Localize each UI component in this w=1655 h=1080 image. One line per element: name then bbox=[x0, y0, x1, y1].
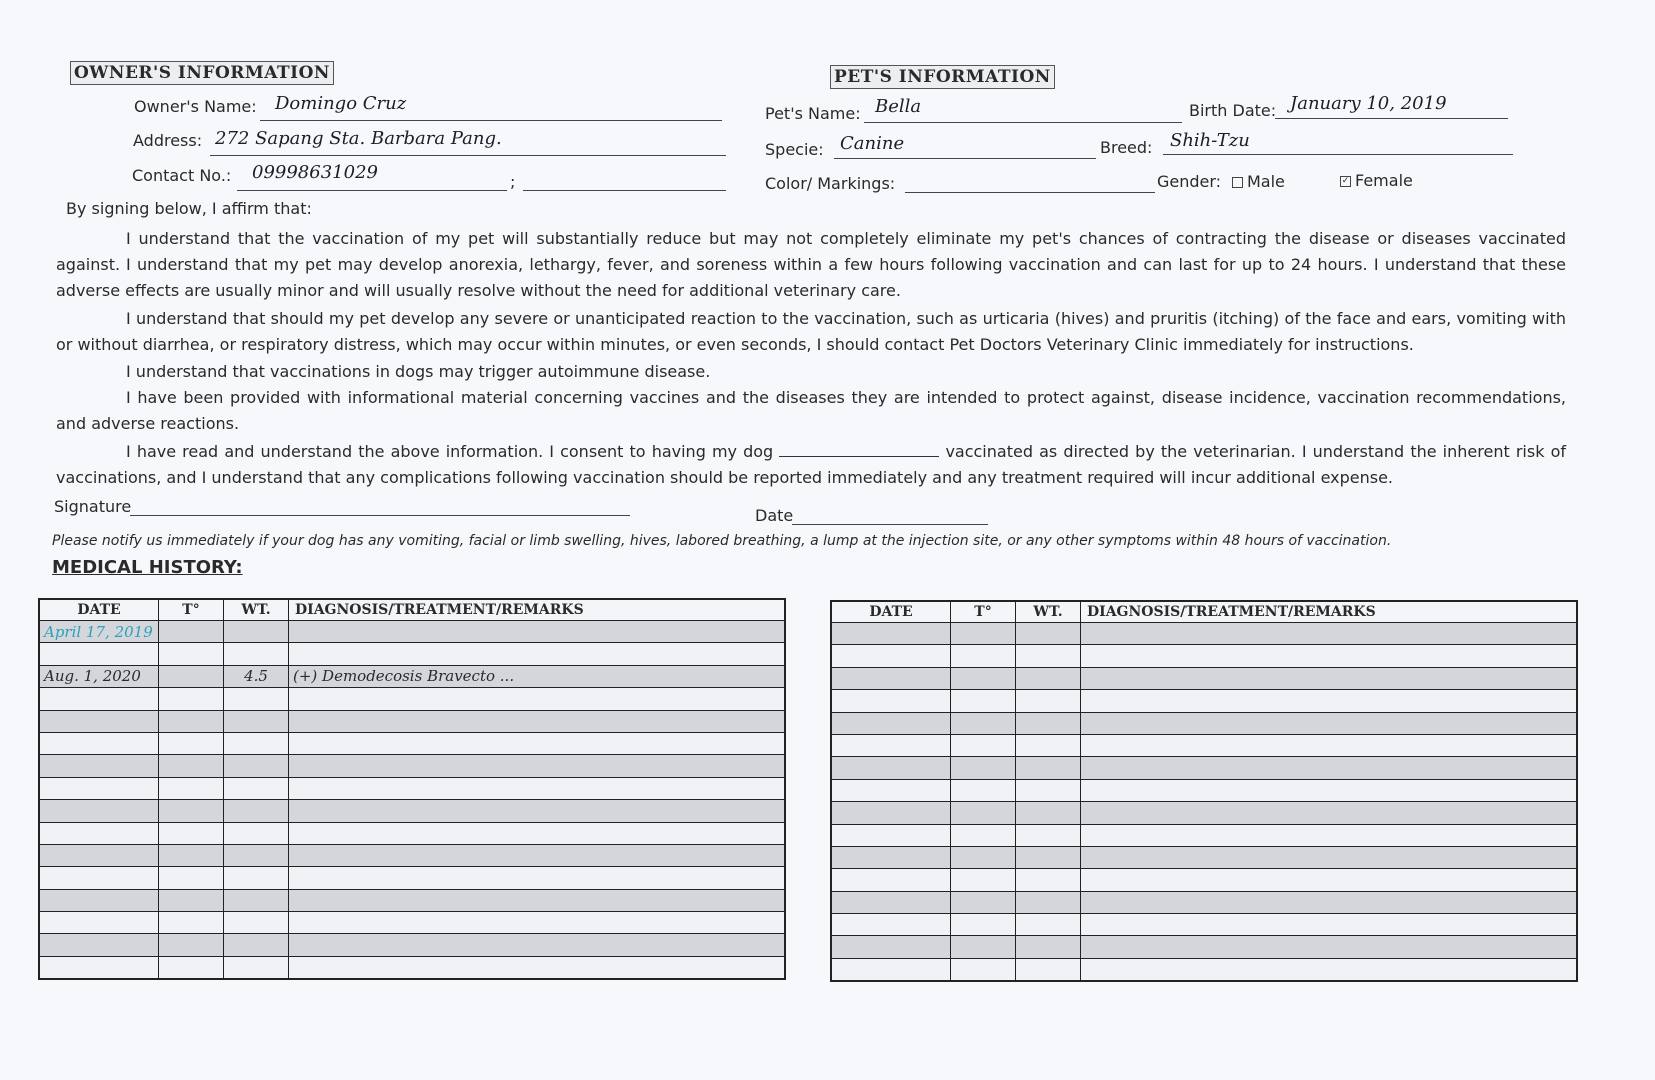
specie-value[interactable]: Canine bbox=[840, 133, 905, 154]
weight-cell[interactable] bbox=[224, 732, 289, 754]
weight-cell[interactable] bbox=[224, 934, 289, 956]
breed-line bbox=[1163, 154, 1513, 155]
gender-male-option[interactable] bbox=[1232, 172, 1285, 191]
address-label: Address: bbox=[133, 131, 203, 150]
date-cell[interactable] bbox=[39, 912, 159, 934]
date-cell[interactable] bbox=[831, 623, 951, 645]
temp-cell[interactable] bbox=[159, 912, 224, 934]
contact-separator: ; bbox=[510, 172, 516, 191]
header-temp: T° bbox=[159, 599, 224, 621]
table-row bbox=[39, 934, 785, 956]
weight-cell[interactable] bbox=[1016, 846, 1081, 868]
table-row bbox=[831, 824, 1577, 846]
weight-cell[interactable] bbox=[224, 688, 289, 710]
date-cell[interactable] bbox=[39, 800, 159, 822]
weight-cell[interactable] bbox=[1016, 779, 1081, 801]
temp-cell[interactable] bbox=[159, 889, 224, 911]
weight-cell[interactable] bbox=[224, 844, 289, 866]
breed-value[interactable]: Shih-Tzu bbox=[1170, 130, 1250, 151]
consent-paragraph-3 bbox=[56, 306, 1566, 358]
temp-cell[interactable] bbox=[951, 869, 1016, 891]
weight-cell[interactable]: 4.5 bbox=[224, 665, 289, 687]
date-cell[interactable] bbox=[831, 802, 951, 824]
temp-cell[interactable] bbox=[159, 800, 224, 822]
specie-label: Specie: bbox=[765, 140, 824, 159]
remarks-cell[interactable] bbox=[1081, 802, 1578, 824]
consent-p5-text: I have been provided with informational material concerning vaccines and the diseases they are intended to protect against, disease incidence, vaccination recommendations, and adverse reactions. bbox=[56, 388, 1566, 433]
remarks-cell[interactable] bbox=[1081, 869, 1578, 891]
temp-cell[interactable] bbox=[159, 777, 224, 799]
table-row bbox=[831, 667, 1577, 689]
temp-cell[interactable] bbox=[951, 690, 1016, 712]
owner-name-label: Owner's Name: bbox=[134, 97, 257, 116]
date-cell[interactable] bbox=[831, 734, 951, 756]
date-cell[interactable] bbox=[831, 645, 951, 667]
date-line[interactable] bbox=[792, 524, 988, 525]
remarks-cell[interactable] bbox=[289, 688, 786, 710]
table-row bbox=[831, 869, 1577, 891]
table-row bbox=[831, 936, 1577, 958]
remarks-cell[interactable] bbox=[1081, 914, 1578, 936]
date-cell[interactable] bbox=[39, 934, 159, 956]
date-cell[interactable] bbox=[39, 956, 159, 979]
temp-cell[interactable] bbox=[951, 846, 1016, 868]
remarks-cell[interactable] bbox=[1081, 958, 1578, 981]
pet-name-label: Pet's Name: bbox=[765, 104, 861, 123]
consent-p6a-text: I have read and understand the above information. I consent to having my dog bbox=[126, 442, 774, 461]
consent-intro: By signing below, I affirm that: bbox=[66, 199, 312, 218]
date-cell[interactable] bbox=[831, 757, 951, 779]
remarks-cell[interactable] bbox=[289, 710, 786, 732]
date-cell[interactable] bbox=[831, 712, 951, 734]
date-cell[interactable] bbox=[39, 755, 159, 777]
temp-cell[interactable] bbox=[951, 757, 1016, 779]
color-label: Color/ Markings: bbox=[765, 174, 896, 193]
date-cell[interactable] bbox=[39, 777, 159, 799]
female-checkbox[interactable]: ✓ bbox=[1341, 176, 1350, 186]
table-row bbox=[39, 643, 785, 665]
header-date: DATE bbox=[831, 601, 951, 623]
weight-cell[interactable] bbox=[224, 643, 289, 665]
table-row bbox=[39, 844, 785, 866]
weight-cell[interactable] bbox=[1016, 802, 1081, 824]
consent-p2-text: I understand that my pet may develop anorexia, lethargy, fever, and soreness within a few hours following vaccination and can last for up to 24 hours. I understand that these adverse effects are usually minor and will usually resolve without the need for additional veterinary care. bbox=[56, 255, 1566, 300]
date-cell[interactable] bbox=[831, 891, 951, 913]
consent-p4-text: I understand that vaccinations in dogs may trigger autoimmune disease. bbox=[126, 362, 711, 381]
weight-cell[interactable] bbox=[1016, 623, 1081, 645]
remarks-cell[interactable] bbox=[1081, 690, 1578, 712]
date-label: Date bbox=[755, 506, 794, 525]
medical-history-table-right bbox=[830, 600, 1578, 982]
consent-paragraph-6 bbox=[56, 439, 1566, 491]
temp-cell[interactable] bbox=[951, 623, 1016, 645]
remarks-cell[interactable] bbox=[289, 912, 786, 934]
weight-cell[interactable] bbox=[224, 800, 289, 822]
remarks-cell[interactable] bbox=[289, 643, 786, 665]
dog-name-blank[interactable] bbox=[779, 456, 939, 457]
temp-cell[interactable] bbox=[159, 710, 224, 732]
table-row bbox=[39, 867, 785, 889]
contact-label: Contact No.: bbox=[132, 166, 232, 185]
weight-cell[interactable] bbox=[224, 621, 289, 643]
weight-cell[interactable] bbox=[224, 956, 289, 979]
header-weight: WT. bbox=[224, 599, 289, 621]
header-date: DATE bbox=[39, 599, 159, 621]
date-cell[interactable] bbox=[39, 822, 159, 844]
remarks-cell[interactable] bbox=[289, 800, 786, 822]
table-row bbox=[831, 891, 1577, 913]
date-cell[interactable]: Aug. 1, 2020 bbox=[39, 665, 159, 687]
color-line[interactable] bbox=[905, 192, 1155, 193]
table-row bbox=[831, 734, 1577, 756]
gender-male-label: Male bbox=[1247, 172, 1285, 191]
weight-cell[interactable] bbox=[224, 889, 289, 911]
owner-name-line bbox=[260, 120, 722, 121]
date-cell[interactable] bbox=[39, 643, 159, 665]
table-row bbox=[39, 800, 785, 822]
table-row bbox=[39, 777, 785, 799]
date-cell[interactable]: April 17, 2019 bbox=[39, 621, 159, 643]
weight-cell[interactable] bbox=[1016, 958, 1081, 981]
remarks-cell[interactable] bbox=[289, 867, 786, 889]
date-cell[interactable] bbox=[831, 958, 951, 981]
contact-value[interactable]: 09998631029 bbox=[252, 162, 378, 183]
signature-line[interactable] bbox=[130, 515, 630, 516]
date-cell[interactable] bbox=[831, 914, 951, 936]
table-row bbox=[39, 822, 785, 844]
pet-name-line bbox=[864, 122, 1182, 123]
table-row bbox=[831, 690, 1577, 712]
date-cell[interactable] bbox=[831, 690, 951, 712]
remarks-cell[interactable] bbox=[289, 822, 786, 844]
weight-cell[interactable] bbox=[1016, 869, 1081, 891]
specie-line bbox=[834, 158, 1096, 159]
temp-cell[interactable] bbox=[159, 643, 224, 665]
breed-label: Breed: bbox=[1100, 138, 1153, 157]
consent-p3-text: I understand that should my pet develop any severe or unanticipated reaction to the vaccination, such as urticaria (hives) and pruritis (itching) of the face and ears, vomiting with or without diarrhea, or respiratory distress, which may occur within minutes, or even seconds, I should contact Pet Doctors Veterinary Clinic immediately for instructions. bbox=[56, 309, 1566, 354]
remarks-cell[interactable] bbox=[289, 889, 786, 911]
date-cell[interactable] bbox=[831, 936, 951, 958]
remarks-cell[interactable] bbox=[1081, 846, 1578, 868]
date-cell[interactable] bbox=[39, 889, 159, 911]
temp-cell[interactable] bbox=[951, 712, 1016, 734]
temp-cell[interactable] bbox=[951, 779, 1016, 801]
remarks-cell[interactable] bbox=[289, 621, 786, 643]
header-weight: WT. bbox=[1016, 601, 1081, 623]
owner-section-title: OWNER'S INFORMATION bbox=[70, 61, 334, 85]
remarks-cell[interactable] bbox=[1081, 645, 1578, 667]
table-row bbox=[39, 665, 785, 687]
temp-cell[interactable] bbox=[159, 956, 224, 979]
weight-cell[interactable] bbox=[1016, 734, 1081, 756]
date-cell[interactable] bbox=[831, 846, 951, 868]
table-row bbox=[39, 912, 785, 934]
table-row bbox=[39, 621, 785, 643]
address-line bbox=[210, 155, 726, 156]
temp-cell[interactable] bbox=[159, 732, 224, 754]
date-cell[interactable] bbox=[831, 869, 951, 891]
remarks-cell[interactable] bbox=[289, 934, 786, 956]
remarks-cell[interactable] bbox=[1081, 712, 1578, 734]
gender-female-option[interactable] bbox=[1340, 171, 1413, 190]
signature-label: Signature bbox=[54, 497, 132, 516]
table-row bbox=[831, 779, 1577, 801]
consent-paragraph-2 bbox=[56, 252, 1566, 304]
weight-cell[interactable] bbox=[1016, 645, 1081, 667]
birth-date-value[interactable]: January 10, 2019 bbox=[1290, 93, 1447, 114]
date-cell[interactable] bbox=[39, 732, 159, 754]
table-row bbox=[39, 688, 785, 710]
birth-date-line bbox=[1275, 118, 1508, 119]
weight-cell[interactable] bbox=[1016, 757, 1081, 779]
weight-cell[interactable] bbox=[224, 777, 289, 799]
gender-label: Gender: bbox=[1157, 172, 1222, 191]
temp-cell[interactable] bbox=[159, 867, 224, 889]
temp-cell[interactable] bbox=[951, 958, 1016, 981]
temp-cell[interactable] bbox=[159, 844, 224, 866]
temp-cell[interactable] bbox=[951, 936, 1016, 958]
table-row bbox=[831, 623, 1577, 645]
medical-history-table-left bbox=[38, 598, 786, 980]
temp-cell[interactable] bbox=[159, 755, 224, 777]
weight-cell[interactable] bbox=[224, 912, 289, 934]
date-cell[interactable] bbox=[39, 844, 159, 866]
weight-cell[interactable] bbox=[1016, 891, 1081, 913]
date-cell[interactable] bbox=[831, 824, 951, 846]
remarks-cell[interactable] bbox=[1081, 824, 1578, 846]
header-remarks: DIAGNOSIS/TREATMENT/REMARKS bbox=[1081, 601, 1578, 623]
temp-cell[interactable] bbox=[951, 914, 1016, 936]
male-checkbox[interactable] bbox=[1232, 177, 1243, 188]
weight-cell[interactable] bbox=[224, 755, 289, 777]
weight-cell[interactable] bbox=[1016, 914, 1081, 936]
table-row bbox=[39, 889, 785, 911]
table-row bbox=[831, 757, 1577, 779]
header-remarks: DIAGNOSIS/TREATMENT/REMARKS bbox=[289, 599, 786, 621]
consent-paragraph-4 bbox=[56, 359, 1566, 385]
weight-cell[interactable] bbox=[1016, 824, 1081, 846]
table-row bbox=[831, 914, 1577, 936]
temp-cell[interactable] bbox=[951, 645, 1016, 667]
table-row bbox=[831, 645, 1577, 667]
notice-text: Please notify us immediately if your dog has any vomiting, facial or limb swelling, hives, labored breathing, a lump at the injection site, or any other symptoms within 48 hours of vaccination. bbox=[52, 533, 1392, 549]
pet-section-title: PET'S INFORMATION bbox=[830, 65, 1055, 89]
temp-cell[interactable] bbox=[159, 688, 224, 710]
date-cell[interactable] bbox=[39, 867, 159, 889]
remarks-cell[interactable] bbox=[1081, 779, 1578, 801]
contact-line bbox=[237, 190, 507, 191]
temp-cell[interactable] bbox=[951, 802, 1016, 824]
remarks-cell[interactable] bbox=[289, 755, 786, 777]
table-row bbox=[39, 956, 785, 979]
contact-alt-line[interactable] bbox=[523, 190, 726, 191]
temp-cell[interactable] bbox=[159, 934, 224, 956]
table-row bbox=[39, 732, 785, 754]
owner-name-value[interactable]: Domingo Cruz bbox=[275, 93, 407, 114]
table-row bbox=[831, 846, 1577, 868]
header-temp: T° bbox=[951, 601, 1016, 623]
table-row bbox=[39, 710, 785, 732]
remarks-cell[interactable] bbox=[1081, 757, 1578, 779]
date-cell[interactable] bbox=[39, 710, 159, 732]
remarks-cell[interactable] bbox=[289, 956, 786, 979]
remarks-cell[interactable] bbox=[1081, 734, 1578, 756]
remarks-cell[interactable] bbox=[1081, 891, 1578, 913]
table-row bbox=[39, 755, 785, 777]
weight-cell[interactable] bbox=[1016, 712, 1081, 734]
consent-paragraph-5 bbox=[56, 385, 1566, 437]
consent-p1-text: I understand that the vaccination of my pet will substantially reduce but may not completely eliminate my pet's chances of contracting the disease or diseases vaccinated against. bbox=[56, 229, 1566, 274]
weight-cell[interactable] bbox=[224, 822, 289, 844]
remarks-cell[interactable] bbox=[289, 732, 786, 754]
date-cell[interactable] bbox=[39, 688, 159, 710]
temp-cell[interactable] bbox=[951, 824, 1016, 846]
remarks-cell[interactable] bbox=[289, 844, 786, 866]
weight-cell[interactable] bbox=[1016, 667, 1081, 689]
gender-female-label: Female bbox=[1355, 171, 1413, 190]
date-cell[interactable] bbox=[831, 779, 951, 801]
temp-cell[interactable] bbox=[159, 822, 224, 844]
table-row bbox=[831, 712, 1577, 734]
weight-cell[interactable] bbox=[1016, 936, 1081, 958]
temp-cell[interactable] bbox=[951, 667, 1016, 689]
pet-name-value[interactable]: Bella bbox=[875, 96, 922, 117]
medical-history-title: MEDICAL HISTORY: bbox=[52, 557, 243, 578]
table-row bbox=[831, 958, 1577, 981]
address-value[interactable]: 272 Sapang Sta. Barbara Pang. bbox=[215, 128, 502, 149]
remarks-cell[interactable] bbox=[1081, 936, 1578, 958]
remarks-cell[interactable] bbox=[1081, 667, 1578, 689]
temp-cell[interactable] bbox=[159, 621, 224, 643]
temp-cell[interactable] bbox=[159, 665, 224, 687]
temp-cell[interactable] bbox=[951, 891, 1016, 913]
remarks-cell[interactable] bbox=[289, 777, 786, 799]
birth-date-label: Birth Date: bbox=[1189, 101, 1277, 120]
weight-cell[interactable] bbox=[224, 867, 289, 889]
weight-cell[interactable] bbox=[224, 710, 289, 732]
temp-cell[interactable] bbox=[951, 734, 1016, 756]
remarks-cell[interactable]: (+) Demodecosis Bravecto ... bbox=[289, 665, 786, 687]
table-row bbox=[831, 802, 1577, 824]
weight-cell[interactable] bbox=[1016, 690, 1081, 712]
date-cell[interactable] bbox=[831, 667, 951, 689]
consent-p6b-text: vaccinated as directed by the veterinarian. I understand the inherent risk of vaccinations, and I understand that any complications following vaccination should be reported immediately and any treatment required will incur additional expense. bbox=[56, 442, 1566, 487]
remarks-cell[interactable] bbox=[1081, 623, 1578, 645]
